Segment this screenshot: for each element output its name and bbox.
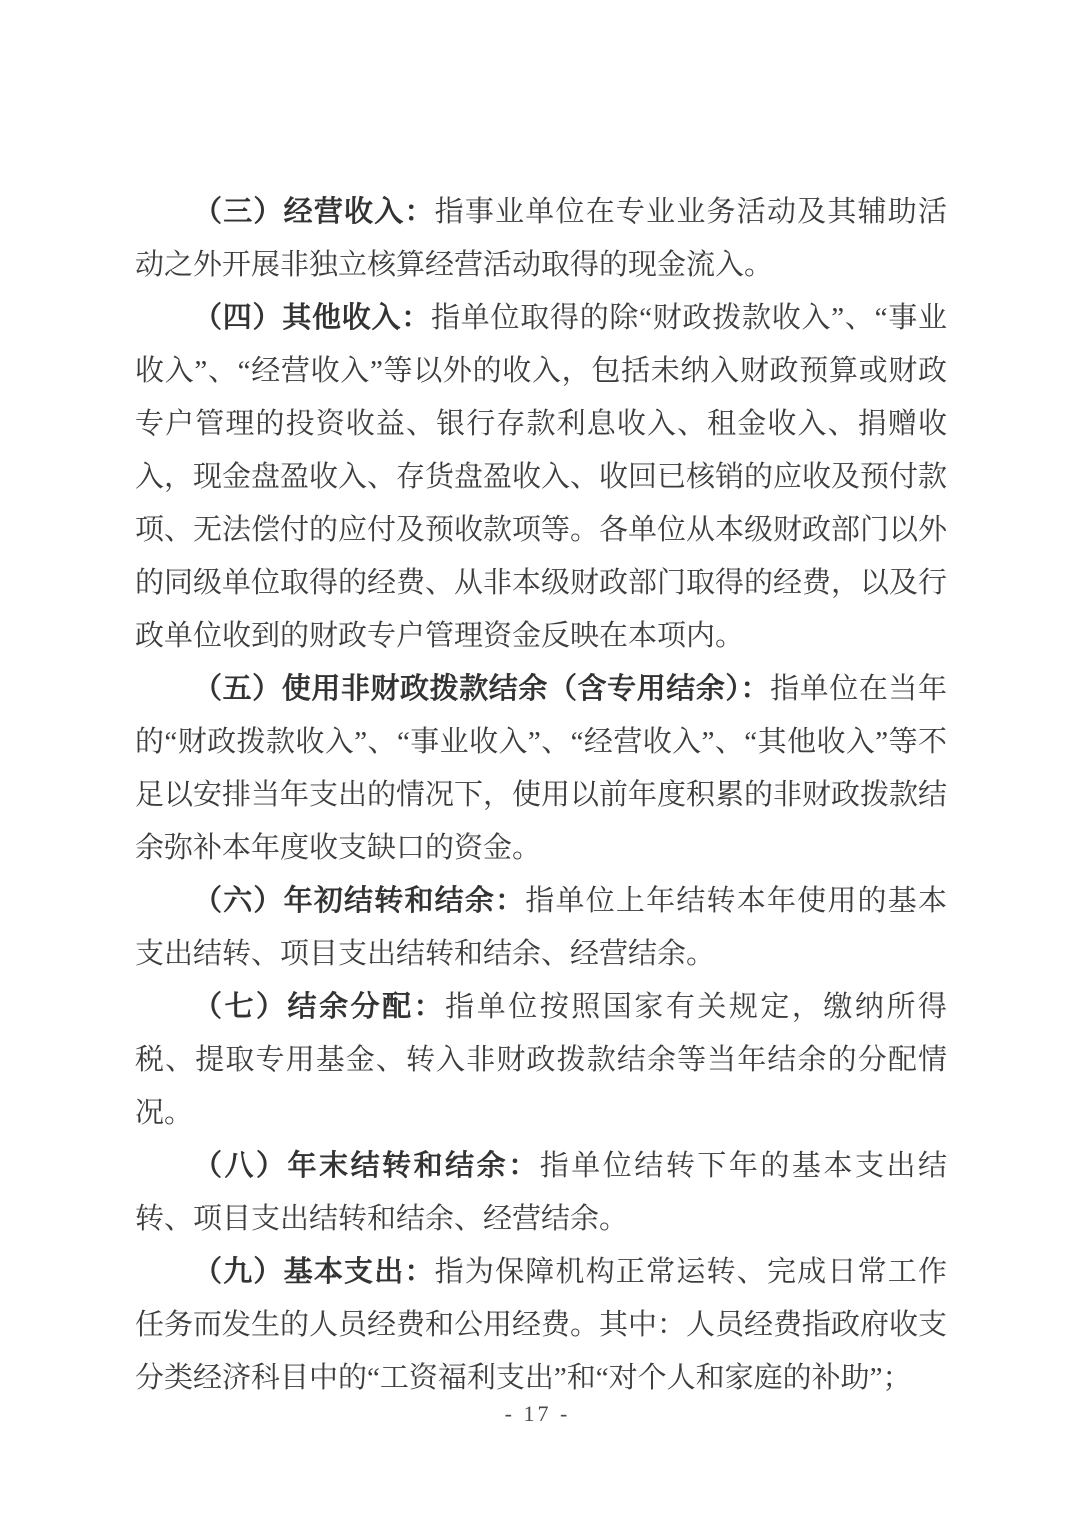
document-body xyxy=(135,186,947,1405)
term-definition: 指单位在当年的“财政拨款收入”、“事业收入”、“经营收入”、“其他收入”等不足以安排当年支出的情况下，使用以前年度积累的非财政拨款结余弥补本年度收支缺口的资金。 xyxy=(135,673,948,864)
paragraph-basic-expenditure xyxy=(135,1246,947,1405)
term-definition: 指单位取得的除“财政拨款收入”、“事业收入”、“经营收入”等以外的收入，包括未纳入财政预算或财政专户管理的投资收益、银行存款利息收入、租金收入、捐赠收入，现金盘盈收入、存货盘盈收入、收回已核销的应收及预付款项、无法偿付的应付及预收款项等。各单位从本级财政部门以外的同级单位取得的经费、从非本级财政部门取得的经费，以及行政单位收到的财政专户管理资金反映在本项内。 xyxy=(135,302,948,652)
paragraph-non-fiscal-surplus-use xyxy=(135,663,947,875)
paragraph-other-income xyxy=(135,292,947,663)
term-label: （八）年末结转和结余： xyxy=(193,1150,540,1182)
page-number: - 17 - xyxy=(504,1401,571,1426)
paragraph-year-end-carryover xyxy=(135,1140,947,1246)
term-definition: 指为保障机构正常运转、完成日常工作任务而发生的人员经费和公用经费。其中：人员经费指政府收支分类经济科目中的“工资福利支出”和“对个人和家庭的补助”； xyxy=(135,1256,948,1394)
term-definition: 指事业单位在专业业务活动及其辅助活动之外开展非独立核算经营活动取得的现金流入。 xyxy=(135,196,947,281)
term-label: （九）基本支出： xyxy=(193,1256,435,1288)
page-footer xyxy=(0,1398,1075,1430)
paragraph-surplus-distribution xyxy=(135,981,947,1140)
paragraph-operating-income xyxy=(135,186,947,292)
term-definition: 指单位按照国家有关规定，缴纳所得税、提取专用基金、转入非财政拨款结余等当年结余的分配情况。 xyxy=(135,991,947,1129)
term-label: （四）其他收入： xyxy=(193,302,431,334)
term-label: （六）年初结转和结余： xyxy=(193,885,526,917)
term-definition: 指单位上年结转本年使用的基本支出结转、项目支出结转和结余、经营结余。 xyxy=(135,885,947,970)
term-label: （五）使用非财政拨款结余（含专用结余）： xyxy=(193,673,771,705)
term-definition: 指单位结转下年的基本支出结转、项目支出结转和结余、经营结余。 xyxy=(135,1150,947,1235)
paragraph-year-begin-carryover xyxy=(135,875,947,981)
term-label: （三）经营收入： xyxy=(193,196,435,228)
term-label: （七）结余分配： xyxy=(193,991,446,1023)
